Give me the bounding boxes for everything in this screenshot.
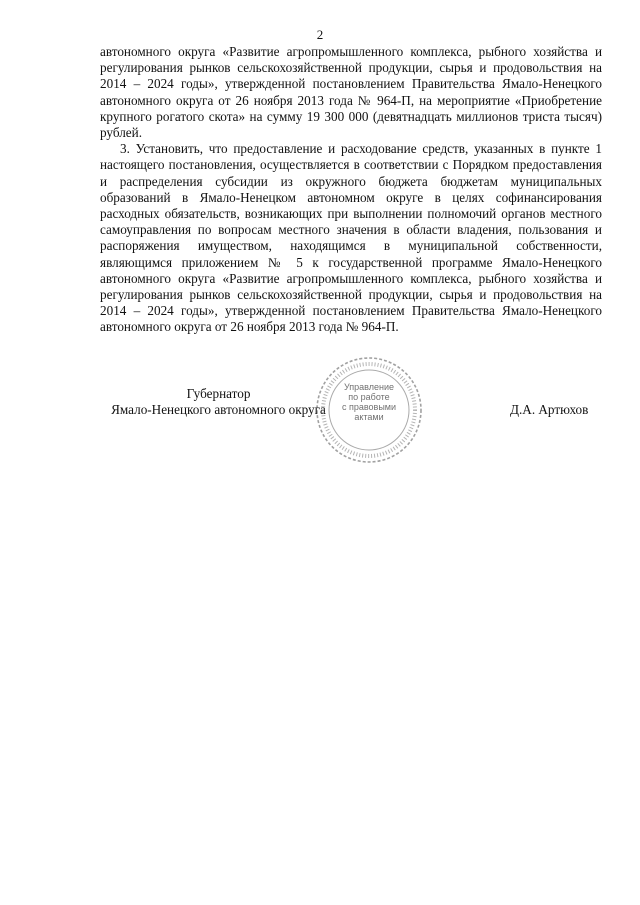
stamp-text-line: актами — [354, 412, 384, 422]
signatory-title-line1: Губернатор — [186, 386, 251, 401]
stamp-text — [333, 382, 405, 422]
document-body — [100, 44, 602, 336]
page-number: 2 — [316, 27, 324, 42]
stamp-text-line: с правовыми — [341, 402, 397, 412]
signatory-title — [101, 386, 336, 418]
signatory-name: Д.А. Артюхов — [510, 402, 589, 417]
paragraph-continuation: автономного округа «Развитие агропромышленного комплекса, рыбного хозяйства и регулирования рынков сельскохозяйственной продукции, сырья и продовольствия на 2014 – 2024 годы», утвержденной постановлением Правительства Ямало-Ненецкого автономного округа от 26 ноября 2013 года № 964-П, на мероприятие «Приобретение крупного рогатого скота» на сумму 19 300 000 (девятнадцать миллионов триста тысяч) рублей. — [100, 44, 602, 141]
paragraph-item-3: 3. Установить, что предоставление и расходование средств, указанных в пункте 1 настоящего постановления, осуществляется в соответствии с Порядком предоставления и распределения субсидии из окружного бюджета бюджетам муниципальных образований в Ямало-Ненецком автономном округе в целях софинансирования расходных обязательств, возникающих при выполнении полномочий органов местного самоуправления по вопросам местного значения в области владения, пользования и распоряжения имуществом, находящимся в муниципальной собственности, являющимся приложением № 5 к государственной программе Ямало-Ненецкого автономного округа «Развитие агропромышленного комплекса, рыбного хозяйства и регулирования рынков сельскохозяйственной продукции, сырья и продовольствия на 2014 – 2024 годы», утвержденной постановлением Правительства Ямало-Ненецкого автономного округа от 26 ноября 2013 года № 964-П. — [100, 141, 602, 335]
stamp-text-line: Управление — [343, 382, 395, 392]
signatory-title-line2: Ямало-Ненецкого автономного округа — [111, 402, 326, 418]
stamp-text-line: по работе — [348, 392, 390, 402]
